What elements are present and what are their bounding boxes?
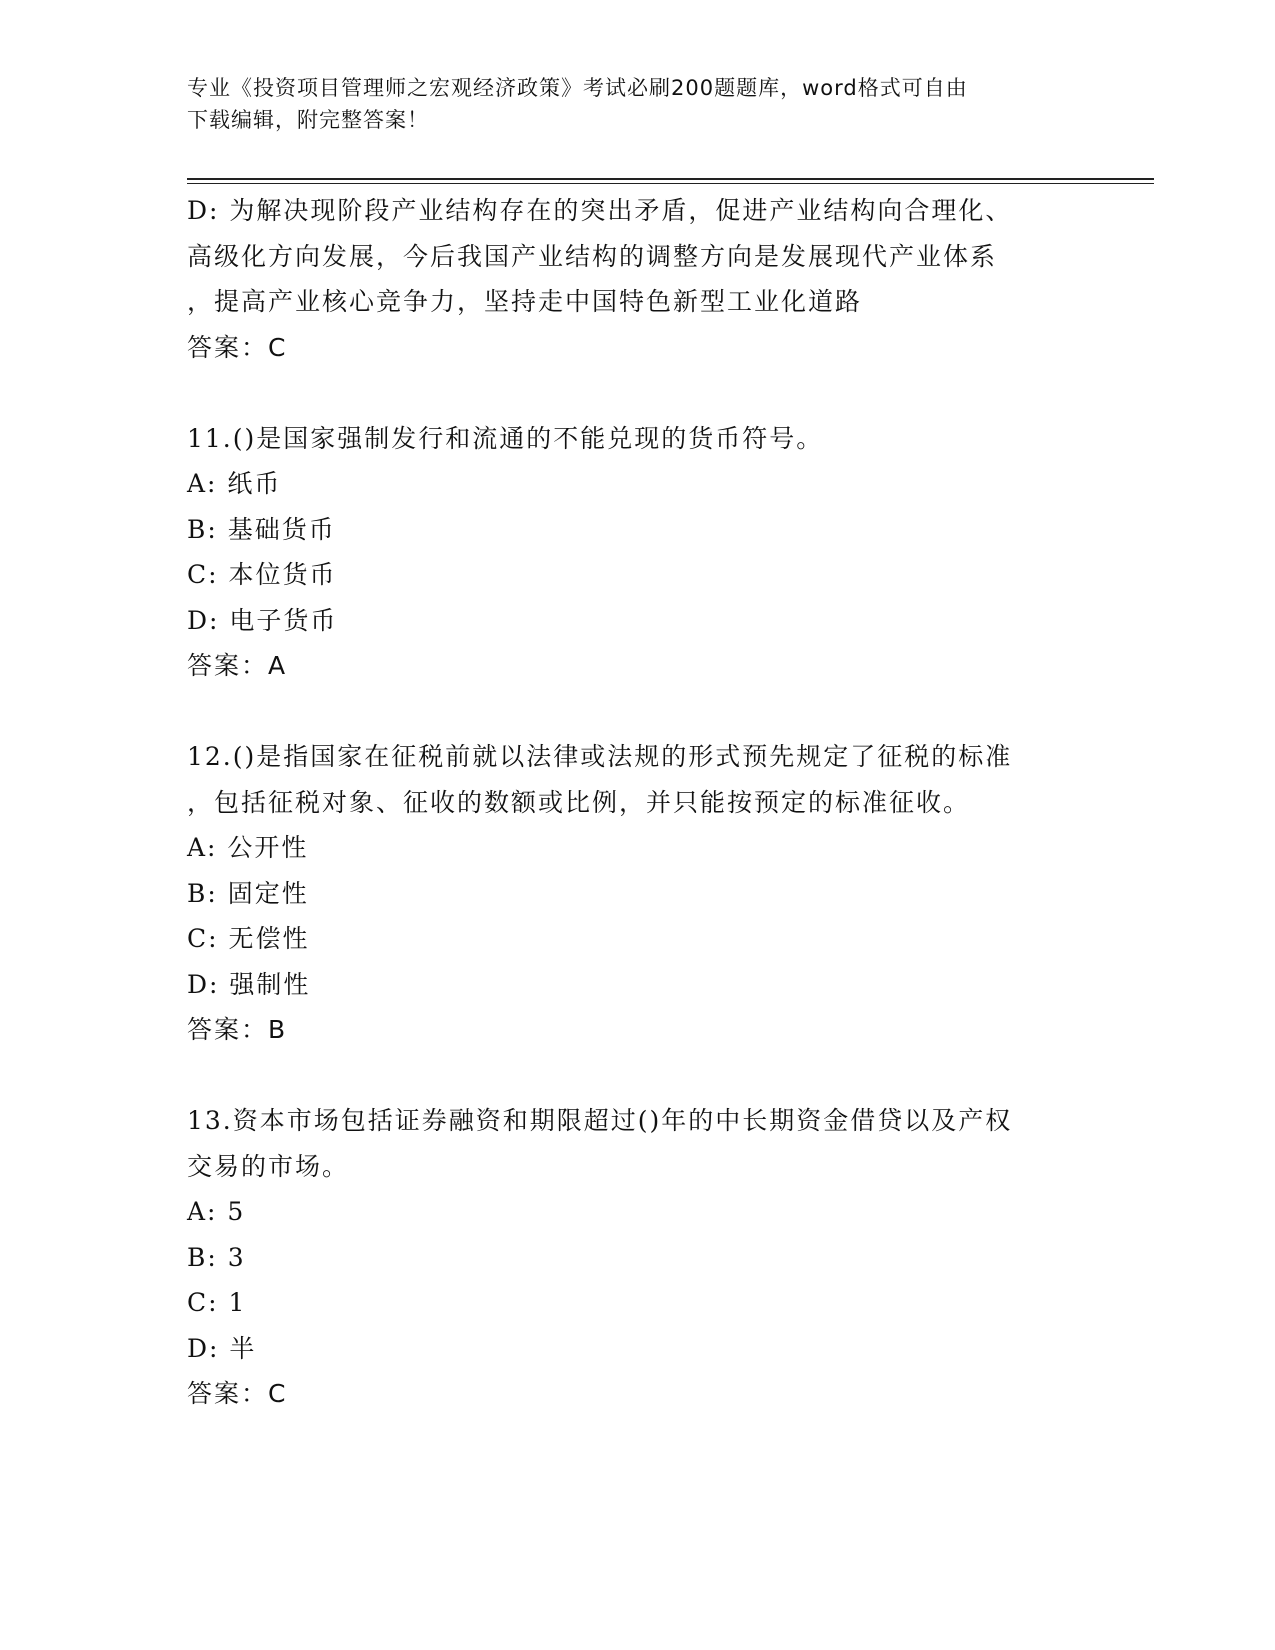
option-c: C: 本位货币 bbox=[187, 560, 337, 589]
option-a: A: 5 bbox=[187, 1197, 246, 1226]
question-12 bbox=[187, 734, 1087, 1053]
prev-question-option-d bbox=[187, 188, 1087, 325]
option-c: C: 1 bbox=[187, 1288, 247, 1317]
question-11 bbox=[187, 416, 1087, 689]
answer-line: 答案：C bbox=[187, 332, 288, 362]
option-d: D: 半 bbox=[187, 1333, 257, 1363]
option-d: D: 强制性 bbox=[187, 969, 311, 999]
option-d: D: 电子货币 bbox=[187, 605, 338, 635]
option-line: D: 为解决现阶段产业结构存在的突出矛盾，促进产业结构向合理化、 bbox=[187, 196, 1013, 225]
question-stem: ，包括征税对象、征收的数额或比例，并只能按预定的标准征收。 bbox=[187, 787, 971, 817]
question-list bbox=[187, 188, 1087, 1417]
answer-line: 答案：C bbox=[187, 1379, 288, 1408]
option-line: ，提高产业核心竞争力，坚持走中国特色新型工业化道路 bbox=[187, 287, 863, 316]
option-line: 高级化方向发展，今后我国产业结构的调整方向是发展现代产业体系 bbox=[187, 241, 998, 271]
option-b: B: 3 bbox=[187, 1242, 246, 1272]
question-stem: 交易的市场。 bbox=[187, 1151, 350, 1181]
option-a: A: 公开性 bbox=[187, 833, 309, 862]
header-line-1: 专业《投资项目管理师之宏观经济政策》考试必刷200题题库，word格式可自由 bbox=[187, 76, 968, 100]
spacer bbox=[187, 370, 1087, 416]
question-stem: 11.()是国家强制发行和流通的不能兑现的货币符号。 bbox=[187, 423, 824, 453]
question-13 bbox=[187, 1098, 1087, 1417]
option-c: C: 无偿性 bbox=[187, 924, 310, 953]
option-b: B: 基础货币 bbox=[187, 514, 336, 544]
spacer bbox=[187, 1053, 1087, 1099]
question-stem: 12.()是指国家在征税前就以法律或法规的形式预先规定了征税的标准 bbox=[187, 742, 1013, 771]
spacer bbox=[187, 689, 1087, 735]
header-line-2: 下载编辑，附完整答案！ bbox=[187, 108, 429, 132]
answer-line: 答案：A bbox=[187, 651, 288, 680]
option-b: B: 固定性 bbox=[187, 878, 309, 908]
document-header bbox=[187, 72, 1077, 136]
answer-line: 答案：B bbox=[187, 1015, 288, 1044]
question-stem: 13.资本市场包括证券融资和期限超过()年的中长期资金借贷以及产权 bbox=[187, 1106, 1013, 1135]
option-a: A: 纸币 bbox=[187, 469, 282, 498]
header-divider bbox=[187, 178, 1154, 184]
